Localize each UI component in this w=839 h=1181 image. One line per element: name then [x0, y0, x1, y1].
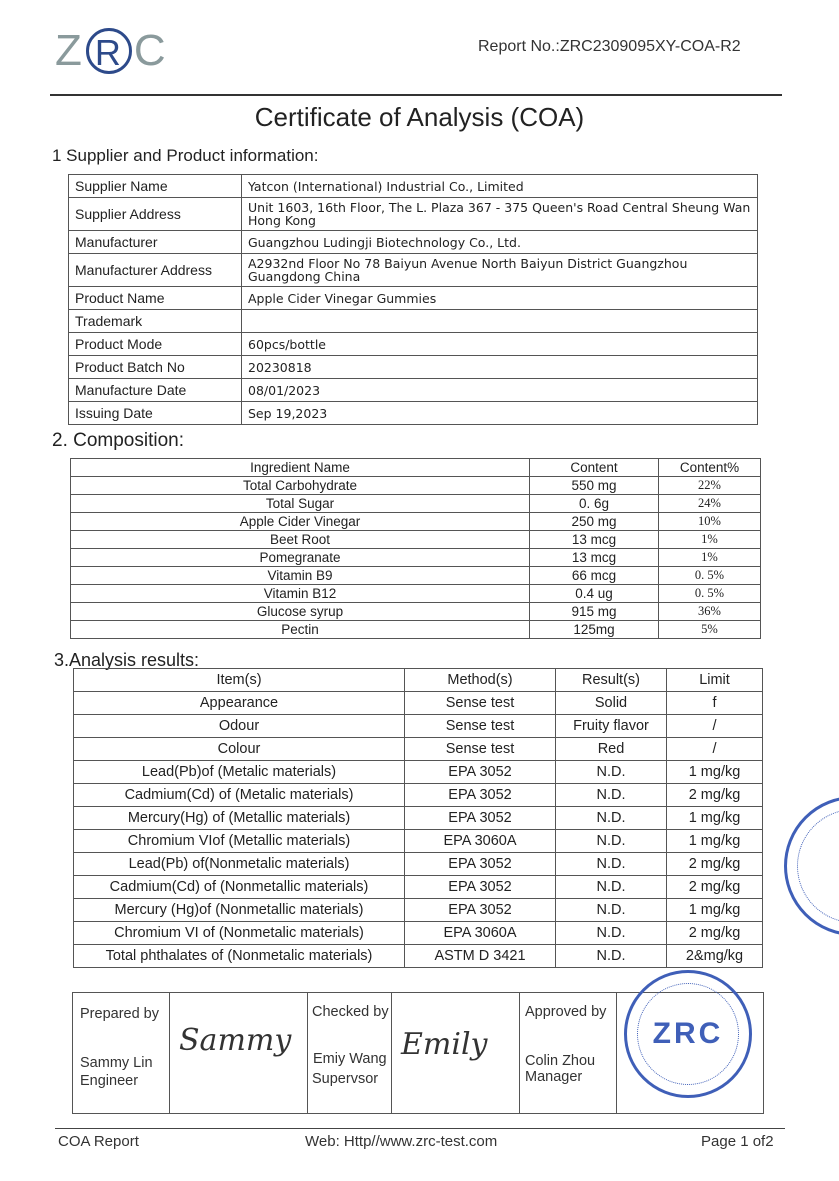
composition-table [70, 458, 761, 639]
info-value: Guangzhou Ludingji Biotechnology Co., Ltd. [242, 231, 758, 254]
info-row [69, 198, 758, 231]
test-result: N.D. [556, 945, 667, 968]
checked-by-label: Checked by [312, 1004, 389, 1020]
ingredient-name: Beet Root [71, 531, 530, 549]
column-header: Result(s) [556, 669, 667, 692]
column-header: Method(s) [405, 669, 556, 692]
column-header: Limit [667, 669, 763, 692]
test-method: Sense test [405, 692, 556, 715]
test-item: Appearance [74, 692, 405, 715]
test-method: EPA 3052 [405, 899, 556, 922]
composition-row [71, 531, 761, 549]
ingredient-content: 915 mg [530, 603, 659, 621]
footer-website: Web: Http//www.zrc-test.com [305, 1133, 498, 1150]
info-row [69, 402, 758, 425]
info-row [69, 254, 758, 287]
document-title: Certificate of Analysis (COA) [254, 102, 585, 132]
info-label: Supplier Address [69, 198, 242, 231]
ingredient-name: Apple Cider Vinegar [71, 513, 530, 531]
info-label: Product Mode [69, 333, 242, 356]
info-label: Manufacture Date [69, 379, 242, 402]
test-method: Sense test [405, 738, 556, 761]
test-item: Lead(Pb) of(Nonmetalic materials) [74, 853, 405, 876]
test-limit: f [667, 692, 763, 715]
composition-row [71, 603, 761, 621]
composition-row [71, 495, 761, 513]
analysis-row [74, 761, 763, 784]
ingredient-content: 13 mcg [530, 549, 659, 567]
ingredient-name: Total Carbohydrate [71, 477, 530, 495]
composition-row [71, 567, 761, 585]
test-limit: 2 mg/kg [667, 784, 763, 807]
footer-page-number: Page 1 of2 [701, 1133, 774, 1150]
analysis-row [74, 853, 763, 876]
test-method: EPA 3060A [405, 830, 556, 853]
test-item: Colour [74, 738, 405, 761]
test-result: N.D. [556, 830, 667, 853]
analysis-row [74, 692, 763, 715]
supplier-info-table [68, 174, 758, 425]
footer-left: COA Report [58, 1133, 139, 1150]
ingredient-content: 13 mcg [530, 531, 659, 549]
analysis-row [74, 899, 763, 922]
ingredient-percent: 22% [659, 477, 761, 495]
analysis-row [74, 715, 763, 738]
section-title-composition: 2. Composition: [52, 430, 185, 451]
column-header: Item(s) [74, 669, 405, 692]
company-logo [55, 26, 168, 76]
info-value: 08/01/2023 [242, 379, 758, 402]
composition-row [71, 477, 761, 495]
prepared-by-role: Engineer [80, 1073, 139, 1089]
ingredient-percent: 5% [659, 621, 761, 639]
test-item: Cadmium(Cd) of (Nonmetallic materials) [74, 876, 405, 899]
info-value: Yatcon (International) Industrial Co., Limited [242, 175, 758, 198]
test-limit: / [667, 738, 763, 761]
prepared-by-label: Prepared by [80, 1006, 159, 1022]
composition-row [71, 549, 761, 567]
ingredient-percent: 36% [659, 603, 761, 621]
ingredient-percent: 0. 5% [659, 585, 761, 603]
prepared-by-signature: Sammy [179, 1023, 292, 1058]
info-label: Manufacturer [69, 231, 242, 254]
test-item: Mercury (Hg)of (Nonmetallic materials) [74, 899, 405, 922]
approved-by-name: Colin Zhou [525, 1053, 596, 1069]
ingredient-name: Glucose syrup [71, 603, 530, 621]
test-method: EPA 3052 [405, 807, 556, 830]
analysis-row [74, 807, 763, 830]
ingredient-percent: 24% [659, 495, 761, 513]
analysis-row [74, 830, 763, 853]
approved-by-role: Manager [525, 1069, 583, 1085]
test-limit: 2 mg/kg [667, 876, 763, 899]
section-title-supplier: 1 Supplier and Product information: [52, 146, 319, 165]
info-value: A2932nd Floor No 78 Baiyun Avenue North Baiyun District Guangzhou Guangdong China [242, 254, 758, 287]
test-result: N.D. [556, 876, 667, 899]
checked-by-name: Emiy Wang [313, 1051, 387, 1067]
test-method: EPA 3052 [405, 876, 556, 899]
header-divider [50, 94, 782, 96]
ingredient-content: 250 mg [530, 513, 659, 531]
analysis-row [74, 738, 763, 761]
info-value: 20230818 [242, 356, 758, 379]
test-method: EPA 3052 [405, 761, 556, 784]
info-label: Product Name [69, 287, 242, 310]
test-result: N.D. [556, 922, 667, 945]
ingredient-name: Vitamin B12 [71, 585, 530, 603]
test-result: N.D. [556, 853, 667, 876]
logo-letter: Z [55, 26, 84, 75]
info-label: Trademark [69, 310, 242, 333]
test-method: ASTM D 3421 [405, 945, 556, 968]
test-result: N.D. [556, 761, 667, 784]
logo-circle-letter: R [86, 28, 132, 74]
test-result: Fruity flavor [556, 715, 667, 738]
ingredient-name: Pomegranate [71, 549, 530, 567]
composition-row [71, 621, 761, 639]
ingredient-content: 0. 6g [530, 495, 659, 513]
test-result: N.D. [556, 807, 667, 830]
test-item: Odour [74, 715, 405, 738]
report-number: Report No.:ZRC2309095XY-COA-R2 [478, 38, 741, 55]
approval-stamp [624, 970, 752, 1098]
approved-by-label: Approved by [525, 1004, 607, 1020]
ingredient-percent: 1% [659, 531, 761, 549]
test-result: N.D. [556, 784, 667, 807]
info-label: Supplier Name [69, 175, 242, 198]
info-value: Unit 1603, 16th Floor, The L. Plaza 367 - 375 Queen's Road Central Sheung Wan Hong Kong [242, 198, 758, 231]
logo-letter: C [133, 26, 168, 75]
ingredient-content: 66 mcg [530, 567, 659, 585]
info-label: Manufacturer Address [69, 254, 242, 287]
test-method: EPA 3052 [405, 784, 556, 807]
test-item: Total phthalates of (Nonmetalic materials) [74, 945, 405, 968]
test-limit: 2 mg/kg [667, 853, 763, 876]
test-result: Red [556, 738, 667, 761]
test-limit: / [667, 715, 763, 738]
ingredient-content: 125mg [530, 621, 659, 639]
info-row [69, 231, 758, 254]
test-result: N.D. [556, 899, 667, 922]
ingredient-content: 550 mg [530, 477, 659, 495]
test-method: Sense test [405, 715, 556, 738]
info-value: Apple Cider Vinegar Gummies [242, 287, 758, 310]
info-value [242, 310, 758, 333]
composition-row [71, 513, 761, 531]
test-limit: 1 mg/kg [667, 761, 763, 784]
info-value: Sep 19,2023 [242, 402, 758, 425]
test-item: Mercury(Hg) of (Metallic materials) [74, 807, 405, 830]
test-item: Chromium VIof (Metallic materials) [74, 830, 405, 853]
info-row [69, 379, 758, 402]
footer-divider [55, 1128, 785, 1129]
ingredient-content: 0.4 ug [530, 585, 659, 603]
info-row [69, 333, 758, 356]
test-result: Solid [556, 692, 667, 715]
column-header: Content [530, 459, 659, 477]
test-method: EPA 3060A [405, 922, 556, 945]
analysis-row [74, 784, 763, 807]
info-row [69, 356, 758, 379]
ingredient-name: Pectin [71, 621, 530, 639]
info-label: Product Batch No [69, 356, 242, 379]
composition-row [71, 585, 761, 603]
test-item: Cadmium(Cd) of (Metalic materials) [74, 784, 405, 807]
checked-by-role: Supervsor [312, 1071, 379, 1087]
test-limit: 1 mg/kg [667, 807, 763, 830]
section-title-analysis: 3.Analysis results: [54, 650, 200, 670]
analysis-row [74, 876, 763, 899]
info-label: Issuing Date [69, 402, 242, 425]
ingredient-percent: 10% [659, 513, 761, 531]
info-row [69, 175, 758, 198]
ingredient-name: Total Sugar [71, 495, 530, 513]
test-item: Lead(Pb)of (Metalic materials) [74, 761, 405, 784]
test-limit: 1 mg/kg [667, 830, 763, 853]
checked-by-signature: Emily [401, 1027, 488, 1062]
info-row [69, 310, 758, 333]
test-limit: 1 mg/kg [667, 899, 763, 922]
analysis-row [74, 945, 763, 968]
info-value: 60pcs/bottle [242, 333, 758, 356]
edge-stamp [784, 796, 839, 936]
test-limit: 2&mg/kg [667, 945, 763, 968]
ingredient-percent: 0. 5% [659, 567, 761, 585]
column-header: Content% [659, 459, 761, 477]
column-header: Ingredient Name [71, 459, 530, 477]
ingredient-name: Vitamin B9 [71, 567, 530, 585]
stamp-text: ZRC [652, 1017, 724, 1050]
ingredient-percent: 1% [659, 549, 761, 567]
analysis-row [74, 922, 763, 945]
prepared-by-name: Sammy Lin [80, 1055, 153, 1071]
analysis-results-table [73, 668, 763, 968]
test-item: Chromium VI of (Nonmetalic materials) [74, 922, 405, 945]
test-limit: 2 mg/kg [667, 922, 763, 945]
info-row [69, 287, 758, 310]
test-method: EPA 3052 [405, 853, 556, 876]
